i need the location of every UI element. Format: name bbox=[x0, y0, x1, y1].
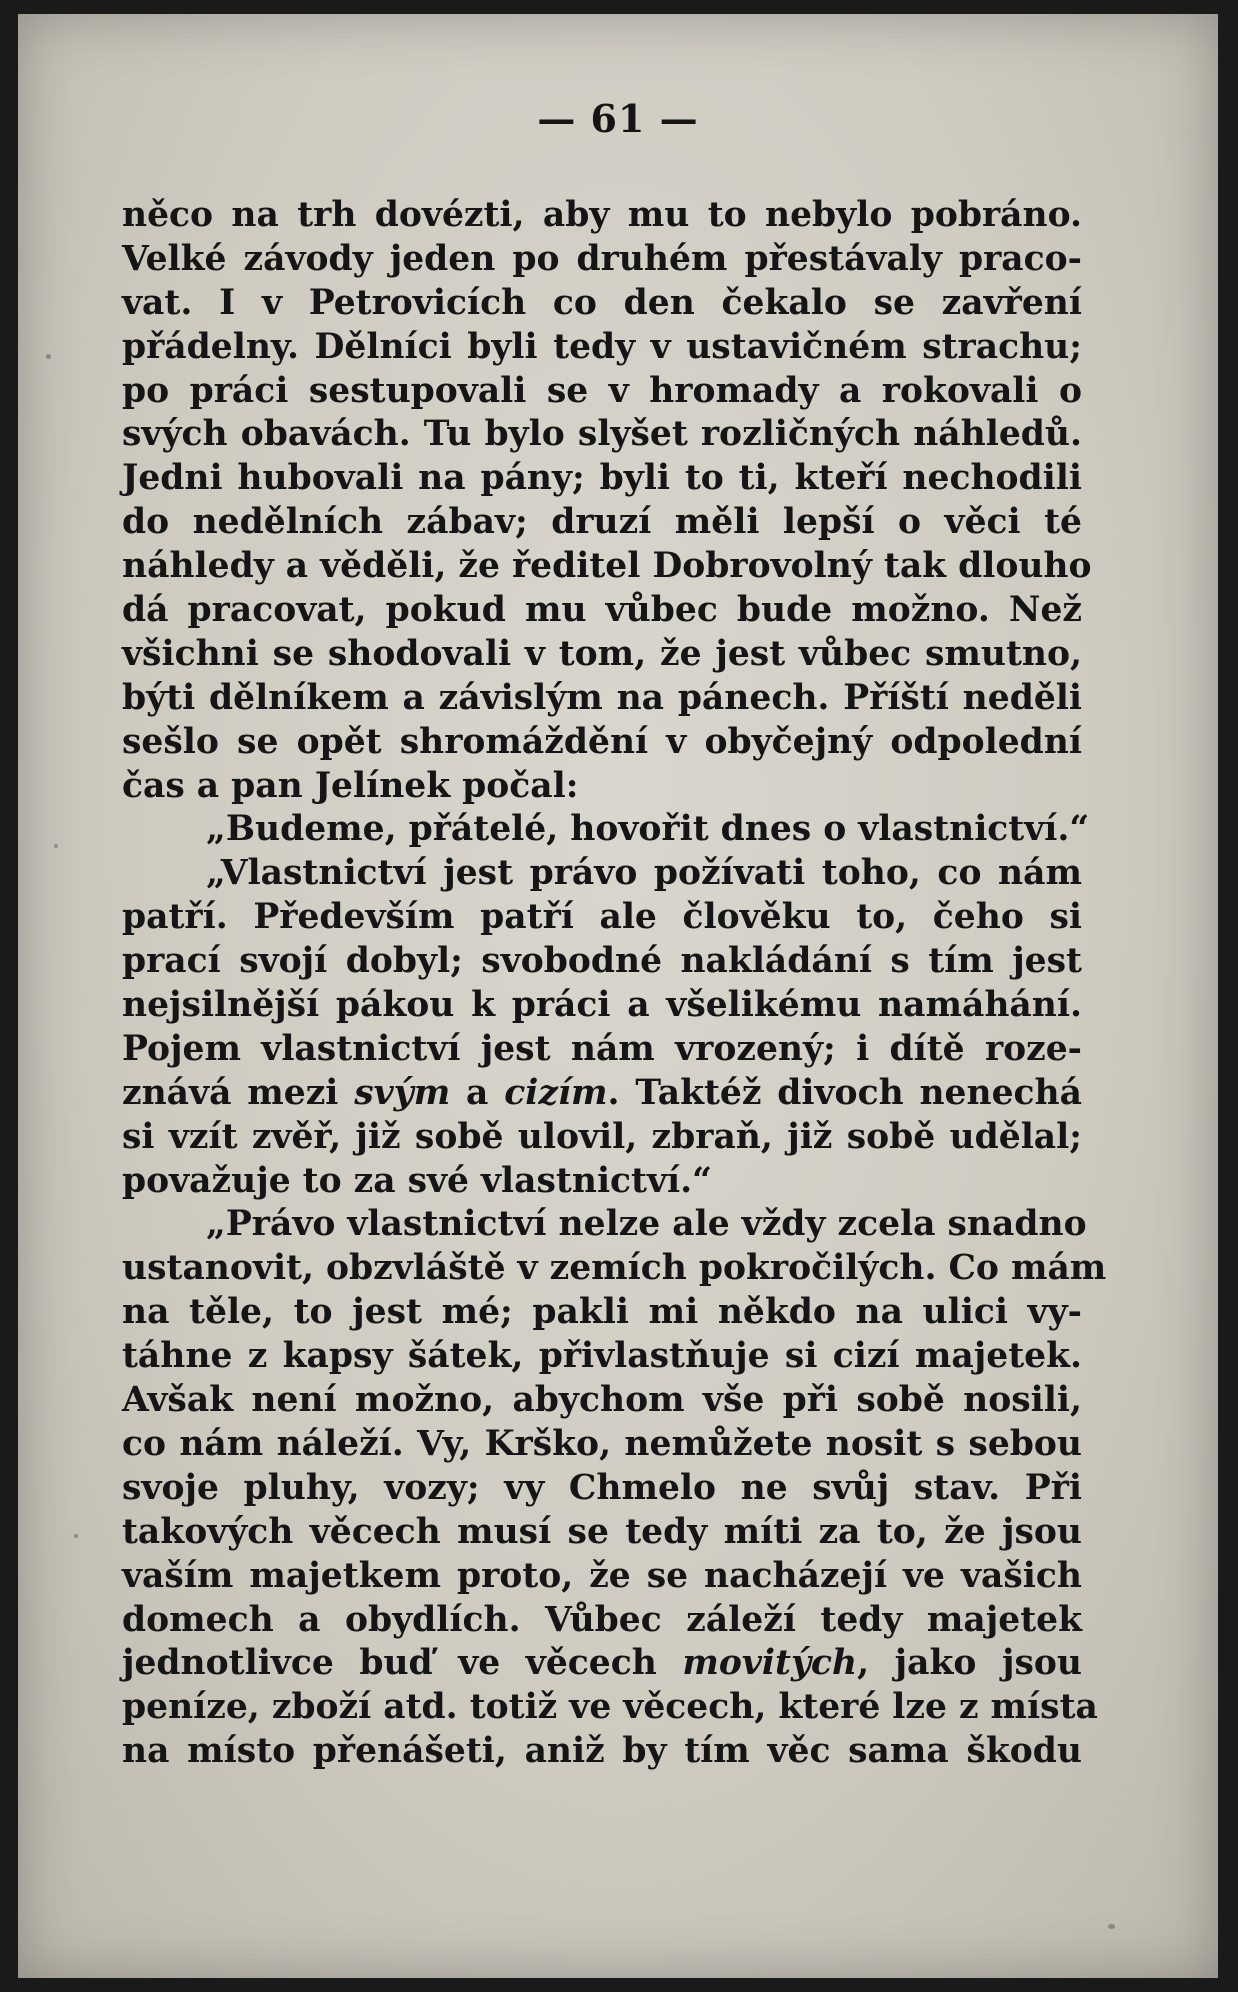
text-line: táhne z kapsy šátek, přivlastňuje si cizí majetek. bbox=[122, 1336, 1082, 1377]
text-line: sešlo se opět shromáždění v obyčejný odpolední bbox=[122, 721, 1082, 762]
text-line: ustanovit, obzvláště v zemích pokročilých. Co mám bbox=[122, 1248, 1107, 1289]
text-segment: znává mezi bbox=[122, 1072, 355, 1113]
paper-speck bbox=[1108, 1924, 1115, 1929]
text-line: svoje pluhy, vozy; vy Chmelo ne svůj stav. Při bbox=[122, 1467, 1082, 1508]
text-line bbox=[122, 1072, 1082, 1116]
text-line: Pojem vlastnictví jest nám vrozený; i dítě roze- bbox=[122, 1028, 1082, 1069]
text-line: „Vlastnictví jest právo požívati toho, co nám bbox=[206, 853, 1082, 894]
text-segment: , jako jsou bbox=[857, 1643, 1082, 1684]
text-line bbox=[122, 1642, 1082, 1686]
text-segment: a bbox=[450, 1072, 505, 1113]
text-line: „Právo vlastnictví nelze ale vždy zcela snadno bbox=[206, 1204, 1087, 1245]
italic-word: cizím bbox=[504, 1072, 608, 1113]
italic-word: svým bbox=[354, 1072, 451, 1113]
text-line: vaším majetkem proto, že se nacházejí ve vašich bbox=[122, 1555, 1082, 1596]
body-text bbox=[122, 194, 1107, 1774]
text-line: všichni se shodovali v tom, že jest vůbec smutno, bbox=[122, 633, 1082, 674]
italic-word: movitých bbox=[682, 1643, 858, 1684]
text-line: patří. Především patří ale člověku to, čeho si bbox=[122, 897, 1082, 938]
text-line: býti dělníkem a závislým na pánech. Příští neděli bbox=[122, 677, 1082, 718]
paper-speck bbox=[74, 1534, 78, 1538]
text-line: co nám náleží. Vy, Krško, nemůžete nosit s sebou bbox=[122, 1423, 1082, 1464]
text-segment: jednotlivce buď ve věcech bbox=[122, 1643, 683, 1684]
text-segment: . Taktéž divoch nenechá bbox=[607, 1072, 1082, 1113]
text-line: Avšak není možno, abychom vše při sobě nosili, bbox=[122, 1380, 1082, 1421]
text-line: něco na trh dovézti, aby mu to nebylo pobráno. bbox=[122, 195, 1082, 235]
text-line: náhledy a věděli, že ředitel Dobrovolný tak dlouho bbox=[122, 546, 1092, 587]
text-line: takových věcech musí se tedy míti za to, že jsou bbox=[122, 1511, 1082, 1552]
text-line: Velké závody jeden po druhém přestávaly praco- bbox=[122, 238, 1082, 279]
text-line: na místo přenášeti, aniž by tím věc sama škodu bbox=[122, 1731, 1082, 1772]
text-line: vat. I v Petrovicích co den čekalo se zavření bbox=[122, 282, 1082, 323]
text-line: „Budeme, přátelé, hovořit dnes o vlastnictví.“ bbox=[206, 809, 1090, 850]
page-number: — 61 — bbox=[537, 96, 699, 141]
text-line: peníze, zboží atd. totiž ve věcech, které lze z místa bbox=[122, 1687, 1098, 1728]
text-line: po práci sestupovali se v hromady a rokovali o bbox=[122, 370, 1082, 411]
text-line: čas a pan Jelínek počal: bbox=[122, 765, 579, 806]
book-page bbox=[18, 14, 1218, 1978]
text-line: Jedni hubovali na pány; byli to ti, kteří nechodili bbox=[122, 458, 1082, 499]
text-line: dá pracovat, pokud mu vůbec bude možno. Než bbox=[122, 590, 1082, 631]
text-line: nejsilnější pákou k práci a všelikému namáhání. bbox=[122, 985, 1082, 1026]
text-line: si vzít zvěř, již sobě ulovil, zbraň, již sobě udělal; bbox=[122, 1116, 1082, 1157]
paper-speck bbox=[46, 354, 51, 359]
text-line: na těle, to jest mé; pakli mi někdo na ulici vy- bbox=[122, 1292, 1082, 1333]
text-line: přádelny. Dělníci byli tedy v ustavičném strachu; bbox=[122, 326, 1082, 367]
text-line: prací svojí dobyl; svobodné nakládání s tím jest bbox=[122, 941, 1082, 982]
text-line: domech a obydlích. Vůbec záleží tedy majetek bbox=[122, 1599, 1082, 1640]
paper-speck bbox=[54, 844, 58, 848]
text-line: považuje to za své vlastnictví.“ bbox=[122, 1160, 713, 1201]
text-line: do nedělních zábav; druzí měli lepší o věci té bbox=[122, 502, 1082, 543]
text-line: svých obavách. Tu bylo slyšet rozličných náhledů. bbox=[122, 414, 1082, 455]
